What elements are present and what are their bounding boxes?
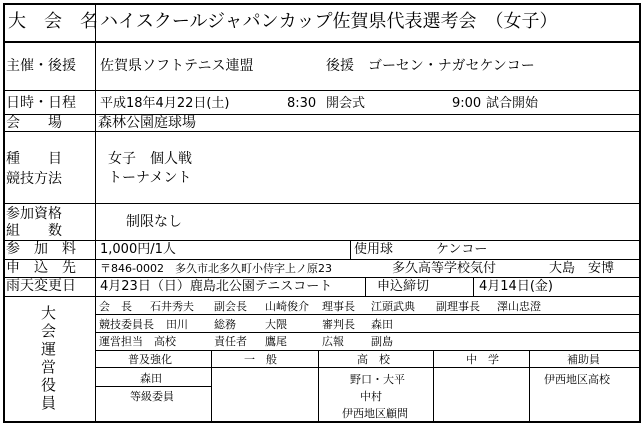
venue-label: 会 場 xyxy=(6,115,62,131)
qualification-label-1: 参加資格 xyxy=(6,206,62,222)
entry-label: 申 込 先 xyxy=(6,260,76,276)
border-left xyxy=(3,3,5,423)
row-sep-1 xyxy=(3,41,641,43)
fee-divider xyxy=(350,240,351,259)
staff-role: 競技委員長 xyxy=(99,318,154,331)
event-value-2: トーナメント xyxy=(108,170,192,186)
entry-address: 〒846-0002 多久市北多久町小侍字上ノ原23 xyxy=(100,262,332,275)
staff-cell: 野口・大平 xyxy=(350,373,405,386)
open-label: 開会式 xyxy=(326,96,366,111)
staff-name: 森田 xyxy=(371,318,393,331)
start-time: 9:00 xyxy=(452,96,482,111)
rain-label: 雨天変更日 xyxy=(6,278,76,294)
staff-role: 会 長 xyxy=(99,300,132,313)
staff-role: 総務 xyxy=(214,318,236,331)
staff-col-2 xyxy=(318,350,319,422)
staff-header-sep xyxy=(95,367,640,368)
border-right xyxy=(639,3,641,423)
label-divider xyxy=(95,3,96,296)
staff-name: 江頭武典 xyxy=(371,300,415,313)
staff-role: 広報 xyxy=(322,335,344,348)
event-label-1: 種 目 xyxy=(6,151,62,167)
staff-col-header: 一 般 xyxy=(244,353,277,366)
schedule-label: 日時・日程 xyxy=(6,95,76,111)
rain-divider-2 xyxy=(473,277,474,296)
row-sep-2 xyxy=(3,90,641,91)
staff-name: 大隈 xyxy=(265,318,287,331)
venue-value: 森林公園庭球場 xyxy=(98,115,196,131)
staff-cell: 森田 xyxy=(140,372,162,385)
rain-value: 4月23日（日）鹿島北公園テニスコート xyxy=(100,279,333,294)
organizer-label: 主催・後援 xyxy=(6,58,76,74)
staff-col-header: 中 学 xyxy=(466,353,499,366)
staff-name: 石井秀夫 xyxy=(150,300,194,313)
row-sep-4 xyxy=(3,131,641,132)
staff-cell: 伊西地区顧問 xyxy=(342,407,408,420)
title-label: 大 会 名 xyxy=(8,11,98,32)
organizer-value: 佐賀県ソフトテニス連盟 xyxy=(100,58,254,74)
staff-col-header: 補助員 xyxy=(567,353,600,366)
open-time: 8:30 xyxy=(287,96,317,111)
staff-row-sep-2 xyxy=(95,332,640,333)
staff-cell-sep xyxy=(95,386,211,387)
row-sep-9 xyxy=(3,296,641,297)
staff-role: 審判長 xyxy=(322,318,355,331)
deadline-label: 申込締切 xyxy=(377,279,430,294)
staff-cell: 伊西地区高校 xyxy=(544,373,610,386)
staff-name: 鷹尾 xyxy=(265,335,287,348)
fee-label: 参 加 料 xyxy=(6,241,76,257)
row-sep-8 xyxy=(3,277,641,278)
row-sep-5 xyxy=(3,203,641,204)
page-title: ハイスクールジャパンカップ佐賀県代表選考会 （女子） xyxy=(100,11,558,32)
staff-role: 運営担当 xyxy=(99,335,143,348)
staff-col-header: 普及強化 xyxy=(128,353,172,366)
row-sep-6 xyxy=(3,240,641,241)
staff-role: 副会長 xyxy=(214,300,247,313)
staff-cell: 中村 xyxy=(360,390,382,403)
fee-value: 1,000円/1人 xyxy=(100,242,176,257)
qualification-label-2: 組 数 xyxy=(6,223,62,239)
event-value-1: 女子 個人戦 xyxy=(108,151,192,167)
staff-row-sep-3 xyxy=(95,350,640,351)
staff-name: 山崎俊介 xyxy=(265,300,309,313)
deadline-value: 4月14日(金) xyxy=(479,279,553,294)
staff-col-4 xyxy=(529,350,530,422)
row-sep-7 xyxy=(3,259,641,260)
entry-school: 多久高等学校気付 xyxy=(392,261,497,276)
start-label: 試合開始 xyxy=(486,96,539,111)
sponsor-value: 後援 ゴーセン・ナガセケンコー xyxy=(326,58,535,74)
border-top xyxy=(3,3,641,5)
border-bottom xyxy=(3,421,641,423)
staff-name: 澤山忠澄 xyxy=(497,300,541,313)
qualification-value: 制限なし xyxy=(126,214,182,230)
staff-col-header: 高 校 xyxy=(357,353,390,366)
staff-role: 理事長 xyxy=(322,300,355,313)
staff-cell: 等級委員 xyxy=(130,390,174,403)
staff-label: 大会運営役員 xyxy=(39,305,57,413)
schedule-date: 平成18年4月22日(土) xyxy=(100,96,230,111)
event-label-2: 競技方法 xyxy=(6,171,62,187)
staff-role: 副理事長 xyxy=(436,300,480,313)
staff-col-3 xyxy=(433,350,434,422)
staff-name: 副島 xyxy=(371,335,393,348)
staff-row-sep-1 xyxy=(95,314,640,315)
staff-name: 田川 xyxy=(166,318,188,331)
ball-value: ケンコー xyxy=(436,242,488,257)
ball-label: 使用球 xyxy=(354,242,394,257)
staff-role: 責任者 xyxy=(214,335,247,348)
staff-col-1 xyxy=(211,350,212,422)
entry-person: 大島 安博 xyxy=(549,261,615,276)
staff-name: 高校 xyxy=(154,335,176,348)
rain-divider-1 xyxy=(365,277,366,296)
